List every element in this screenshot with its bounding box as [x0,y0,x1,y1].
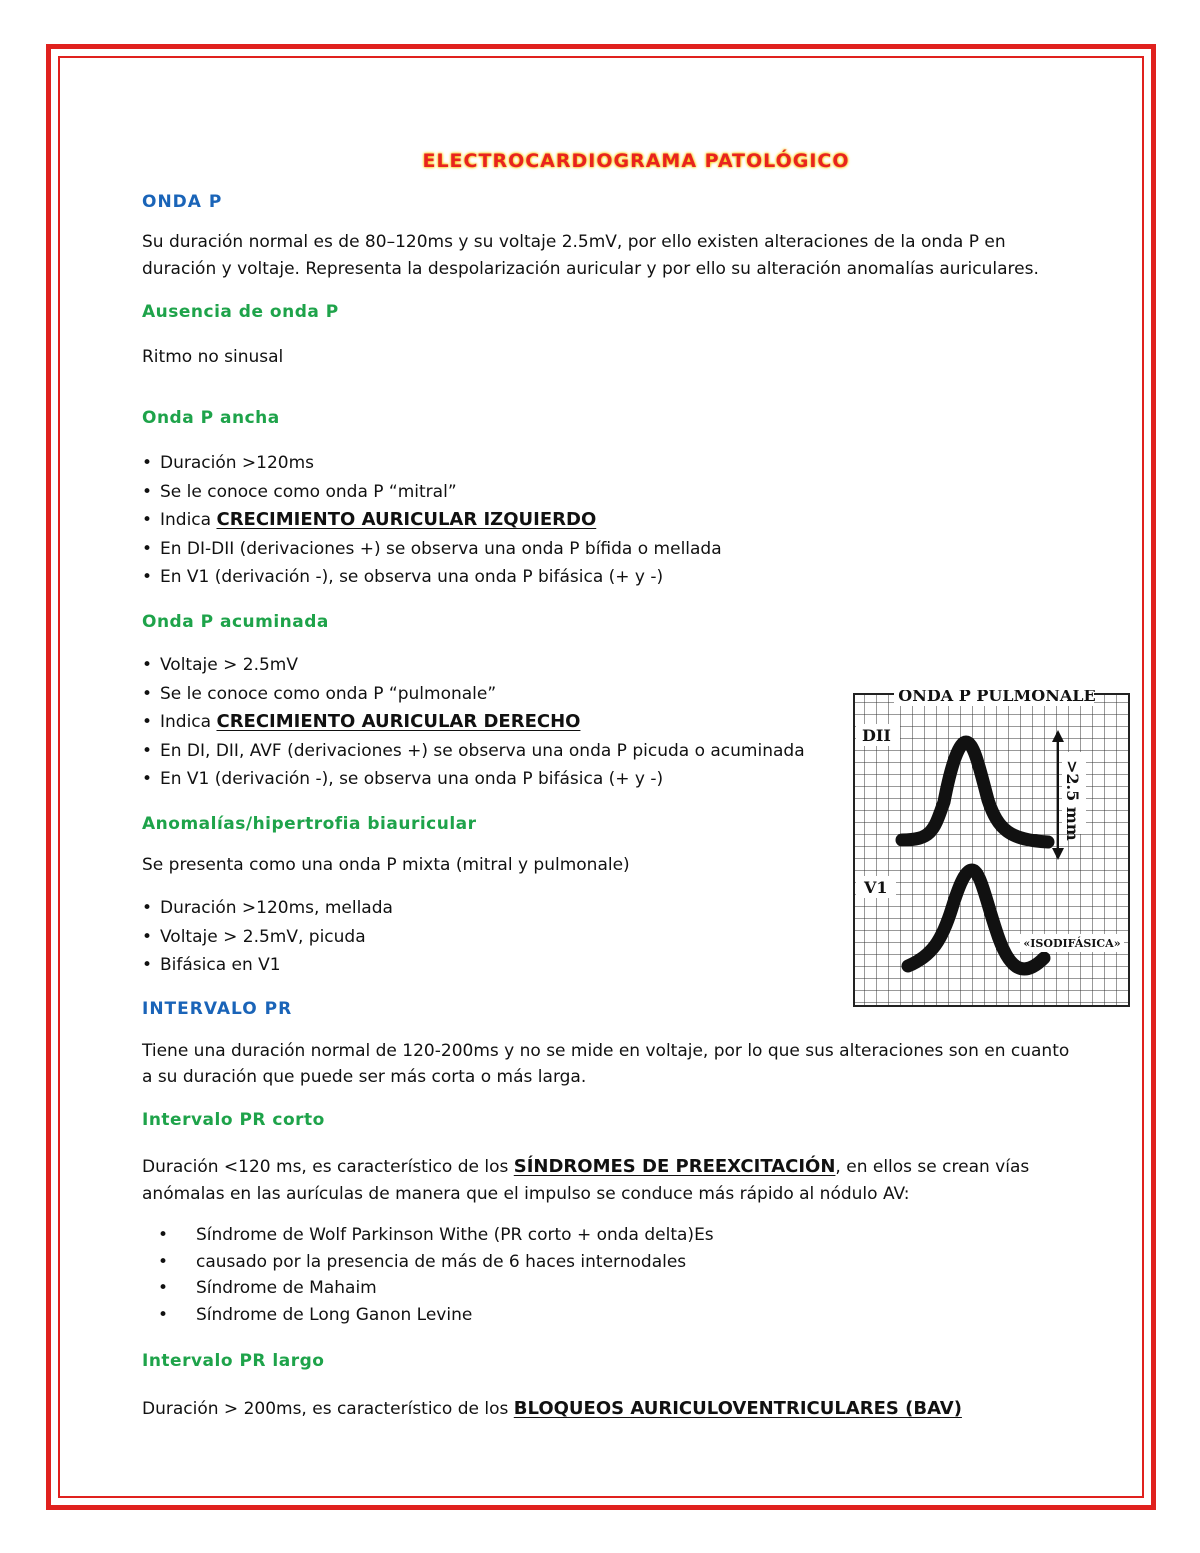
pr-largo-text [142,1396,962,1422]
list-item: • Voltaje > 2.5mV [142,651,805,680]
list-item [142,506,722,535]
onda-p-pulmonale-figure [852,690,1131,1008]
list-item: • En V1 (derivación -), se observa una onda P bifásica (+ y -) [142,765,805,794]
highlight-crecimiento-izquierdo: CRECIMIENTO AURICULAR IZQUIERDO [216,509,597,530]
heading-ausencia: Ausencia de onda P [142,302,339,322]
list-item-continuation: • causado por la presencia de más de 6 haces internodales [142,1249,714,1276]
list-item: • Síndrome de Wolf Parkinson Withe (PR corto + onda delta)Es [142,1222,714,1249]
pr-corto-text-2: anómalas en las aurículas de manera que el impulso se conduce más rápido al nódulo AV: [142,1184,910,1204]
heading-biauricular: Anomalías/hipertrofia biauricular [142,814,477,834]
highlight-bloqueos-av: BLOQUEOS AURICULOVENTRICULARES (BAV) [513,1398,962,1419]
heading-pr-corto: Intervalo PR corto [142,1110,325,1130]
heading-pr-largo: Intervalo PR largo [142,1351,325,1371]
biauricular-list [142,894,393,980]
list-item: • Se le conoce como onda P “pulmonale” [142,680,805,709]
list-item: • En DI, DII, AVF (derivaciones +) se observa una onda P picuda o acuminada [142,737,805,766]
list-item-text: Indica [160,510,217,530]
list-item: • En V1 (derivación -), se observa una onda P bifásica (+ y -) [142,563,722,592]
pr-corto-text-1 [142,1154,1029,1180]
list-item: • Se le conoce como onda P “mitral” [142,478,722,507]
highlight-crecimiento-derecho: CRECIMIENTO AURICULAR DERECHO [216,711,581,732]
list-item: • Síndrome de Long Ganon Levine [142,1302,714,1329]
heading-onda-p-acuminada: Onda P acuminada [142,612,329,632]
heading-onda-p: ONDA P [142,192,223,212]
highlight-sindromes-preexcitacion: SÍNDROMES DE PREEXCITACIÓN [513,1156,836,1177]
list-item: • Duración >120ms [142,449,722,478]
tag-isodifasica: «ISODIFÁSICA» [1023,937,1121,950]
pr-largo-text-main: Duración > 200ms, es característico de los [142,1399,514,1419]
pr-corto-text-1a: Duración <120 ms, es característico de los [142,1157,514,1177]
measure-label: >2.5 mm [1063,760,1082,841]
list-item: • Voltaje > 2.5mV, picuda [142,923,393,952]
lead-v1-label: V1 [864,878,888,897]
list-item [142,708,805,737]
heading-onda-p-ancha: Onda P ancha [142,408,280,428]
biauricular-text: Se presenta como una onda P mixta (mitral y pulmonale) [142,855,630,875]
ausencia-text: Ritmo no sinusal [142,347,284,367]
lead-dii-label: DII [862,726,891,745]
acuminada-list [142,651,805,794]
list-item: • Bifásica en V1 [142,951,393,980]
list-item-text: Indica [160,712,217,732]
list-item: • En DI-DII (derivaciones +) se observa una onda P bífida o mellada [142,535,722,564]
onda-p-text-1: Su duración normal es de 80–120ms y su voltaje 2.5mV, por ello existen alteraciones de la onda P en [142,232,1006,252]
intervalo-pr-text-1: Tiene una duración normal de 120-200ms y no se mide en voltaje, por lo que sus alteraciones son en cuanto [142,1041,1070,1061]
ancha-list [142,449,722,592]
list-item: • Síndrome de Mahaim [142,1275,714,1302]
pr-corto-list [142,1222,714,1328]
onda-p-text-2: duración y voltaje. Representa la despolarización auricular y por ello su alteración anomalías auriculares. [142,259,1039,279]
heading-intervalo-pr: INTERVALO PR [142,999,293,1019]
figure-title: ONDA P PULMONALE [898,690,1096,705]
intervalo-pr-text-2: a su duración que puede ser más corta o más larga. [142,1067,587,1087]
pr-corto-text-1b: , en ellos se crean vías [835,1157,1030,1177]
list-item: • Duración >120ms, mellada [142,894,393,923]
page-title: ELECTROCARDIOGRAMA PATOLÓGICO [422,150,850,172]
